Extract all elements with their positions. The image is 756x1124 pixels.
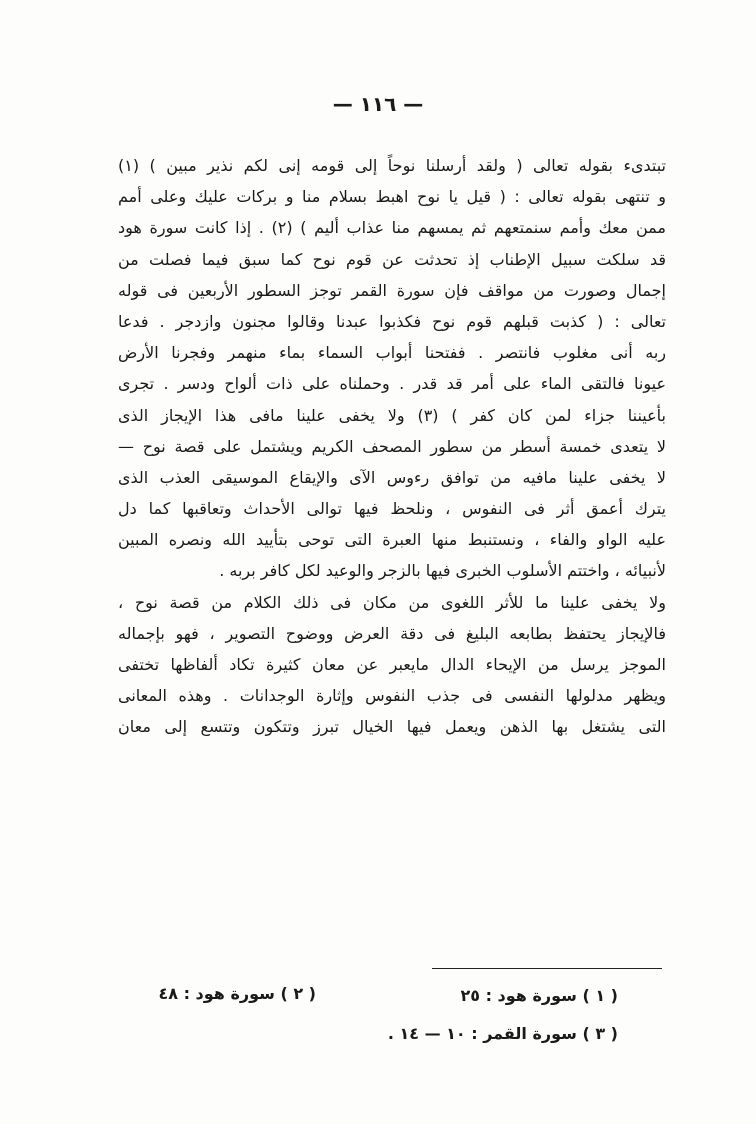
text-line: فالإيجاز يحتفظ بطابعه البليغ فى دقة العرض ووضوح التصوير ، فهو بإجماله [118, 623, 666, 643]
footnote-3: ( ٣ ) سورة القمر : ١٠ — ١٤ . [387, 1024, 618, 1043]
text-line: ممن معك وأمم سنمتعهم ثم يمسهم منا عذاب أليم ) (٢) . إذا كانت سورة هود [118, 218, 666, 238]
text-line: الموجز يرسل من الإيحاء الدال مايعبر عن معان كثيرة تكاد ألفاظها تختفى [118, 655, 666, 674]
text-line: إجمال وصورت من مواقف فإن سورة القمر توجز السطور الأربعين فى قوله [118, 280, 666, 300]
footnote-divider [432, 968, 662, 969]
text-line: يترك أعمق أثر فى النفوس ، ونلحظ فيها توالى الأحداث وتعاقبها كما دل [118, 499, 666, 519]
text-line: ربه أنى مغلوب فانتصر . ففتحنا أبواب السماء بماء منهمر وفجرنا الأرض [118, 343, 666, 363]
text-line: تعالى : ( كذبت قبلهم قوم نوح فكذبوا عبدنا وقالوا مجنون وازدجر . فدعا [118, 311, 666, 331]
text-line: التى يشتغل بها الذهن ويعمل فيها الخيال تبرز وتتكون وتتسع إلى معان [118, 717, 666, 737]
text-line: ولا يخفى علينا ما للأثر اللغوى من مكان فى ذلك الكلام من قصة نوح ، [118, 592, 666, 612]
text-line: قد سلكت سبيل الإطناب إذ تحدثت عن قوم نوح كما سبق فيما فصلت من [118, 249, 666, 269]
footnote-2: ( ٢ ) سورة هود : ٤٨ [158, 984, 316, 1003]
body-paragraph [118, 150, 666, 743]
page-number: — ١١٦ — [332, 92, 424, 116]
text-line: عيونا فالتقى الماء على أمر قد قدر . وحملناه على ذات ألواح ودسر . تجرى [118, 374, 666, 394]
text-line: عليه الواو والفاء ، ونستنبط منها العبرة التى توحى بتأييد الله ونصره المبين [118, 530, 666, 550]
text-line: تبتدىء بقوله تعالى ( ولقد أرسلنا نوحاً إلى قومه إنى لكم نذير مبين ) (١) [118, 156, 666, 175]
text-line: لا يخفى علينا مافيه من توافق رءوس الآى والإيقاع الموسيقى العذب الذى [118, 467, 666, 487]
footnote-1: ( ١ ) سورة هود : ٢٥ [460, 986, 618, 1005]
text-line: لا يتعدى خمسة أسطر من سطور المصحف الكريم ويشتمل على قصة نوح — [118, 436, 666, 456]
text-line: لأنبيائه ، واختتم الأسلوب الخبرى فيها بالزجر والوعيد لكل كافر بربه . [219, 561, 666, 581]
text-line: بأعيننا جزاء لمن كان كفر ) (٣) ولا يخفى علينا مافى هذا الإيجاز الذى [118, 405, 666, 425]
text-line: و تنتهى بقوله تعالى : ( قيل يا نوح اهبط بسلام منا و بركات عليك وعلى أمم [118, 187, 666, 207]
text-line: ويظهر مدلولها النفسى فى جذب النفوس وإثارة الوجدانات . وهذه المعانى [118, 686, 666, 706]
